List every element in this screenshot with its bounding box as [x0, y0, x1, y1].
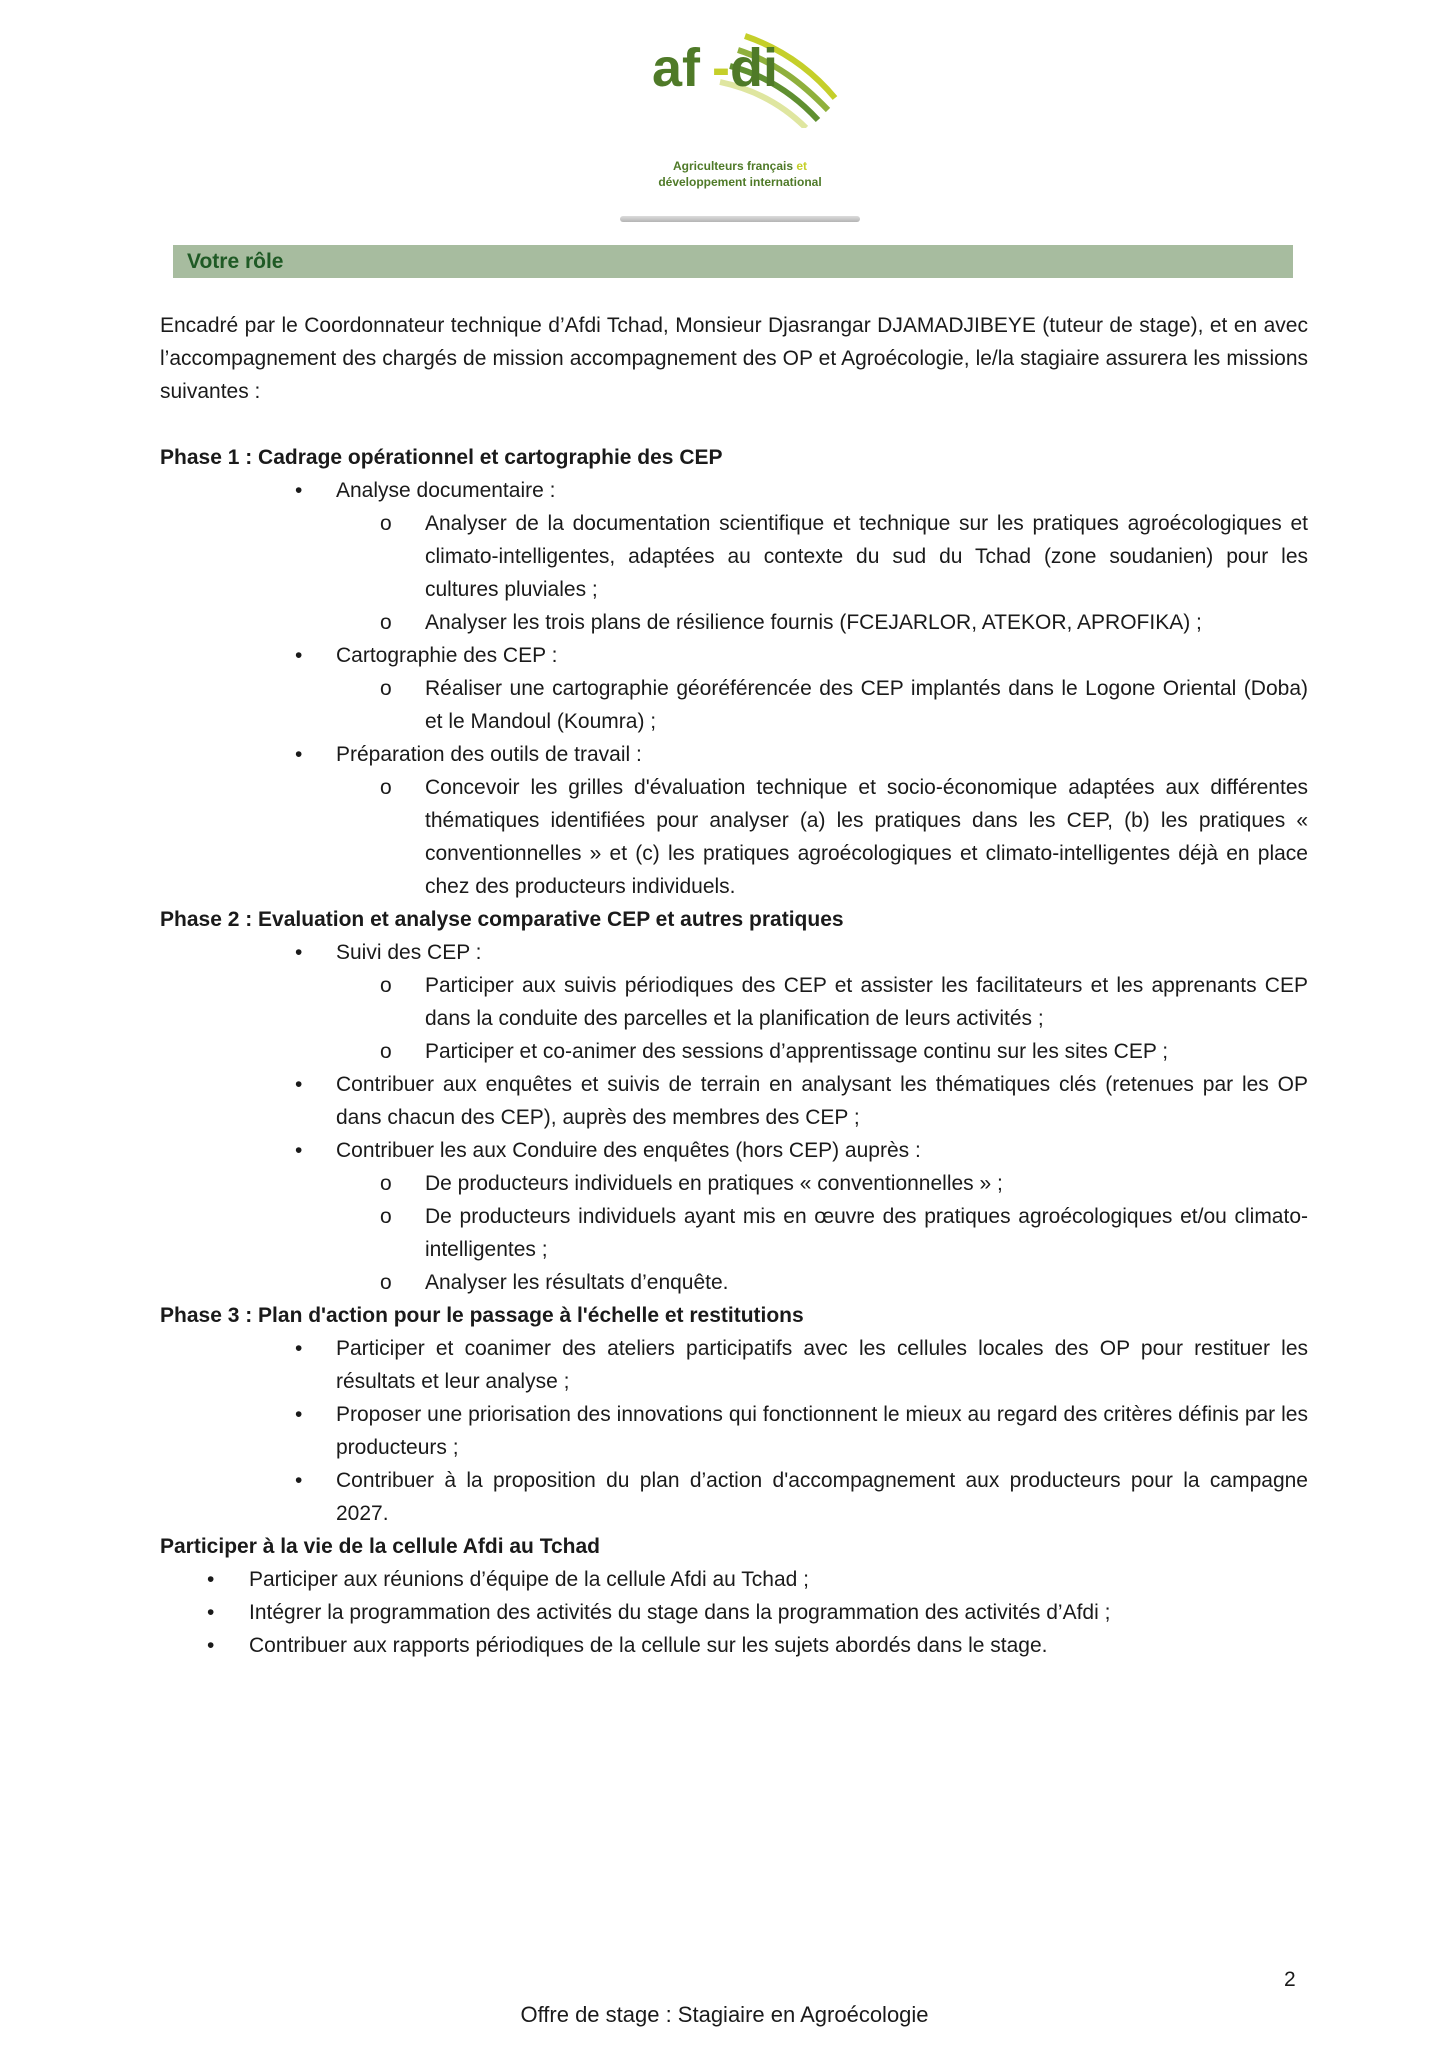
list-item — [160, 474, 1308, 507]
logo-underline — [620, 216, 860, 222]
sub-bullet-marker: o — [380, 611, 392, 634]
logo-line-1: Agriculteurs français — [672, 159, 794, 173]
section-header-bar — [173, 245, 1293, 278]
list-item-text: Cartographie des CEP : — [336, 644, 558, 667]
intro-paragraph: Encadré par le Coordonnateur technique d’Afdi Tchad, Monsieur Djasrangar DJAMADJIBEYE (tuteur de stage), et en avec l’accompagnement des chargés de mission accompagnement des OP et Agroécologie, le/la stagiaire assurera les missions suivantes : — [160, 314, 1308, 403]
bullet-marker: • — [295, 479, 303, 502]
sub-list-item-text: De producteurs individuels ayant mis en œuvre des pratiques agroécologiques et/ou climato-intelligentes ; — [425, 1205, 1308, 1261]
list-item-text: Contribuer à la proposition du plan d’action d'accompagnement aux producteurs pour la campagne 2027. — [336, 1469, 1308, 1525]
logo-line-1-et: et — [793, 159, 808, 173]
list-item-text: Proposer une priorisation des innovations qui fonctionnent le mieux au regard des critères définis par les producteurs ; — [336, 1403, 1308, 1459]
sub-list-item — [160, 606, 1308, 639]
sub-list-item — [160, 1167, 1308, 1200]
list-item — [160, 738, 1308, 771]
sub-bullet-marker: o — [380, 776, 392, 799]
logo-caption — [620, 158, 860, 190]
sub-list-item — [160, 1035, 1308, 1068]
sub-list-item-text: Analyser les résultats d’enquête. — [425, 1271, 729, 1294]
bullet-marker: • — [295, 941, 303, 964]
list-item-text: Préparation des outils de travail : — [336, 743, 642, 766]
sub-list-item-text: Concevoir les grilles d'évaluation technique et socio-économique adaptées aux différentes thématiques identifiées pour analyser (a) les pratiques dans les CEP, (b) les pratiques « conventionnelles » et (c) les pratiques agroécologiques et climato-intelligentes déjà en place chez des producteurs individuels. — [425, 776, 1308, 898]
sub-bullet-marker: o — [380, 1040, 392, 1063]
list-item-text: Analyse documentaire : — [336, 479, 556, 502]
sub-bullet-marker: o — [380, 974, 392, 997]
sub-list-item — [160, 1200, 1308, 1266]
page-footer: Offre de stage : Stagiaire en Agroécologie — [520, 2002, 929, 2027]
list-item — [160, 1464, 1308, 1530]
sub-bullet-marker: o — [380, 1172, 392, 1195]
list-item-text: Contribuer aux enquêtes et suivis de terrain en analysant les thématiques clés (retenues par les OP dans chacun des CEP), auprès des membres des CEP ; — [336, 1073, 1308, 1129]
svg-text:-: - — [712, 38, 730, 98]
afdi-logo — [620, 28, 860, 208]
bullet-marker: • — [295, 743, 303, 766]
list-item-text: Intégrer la programmation des activités du stage dans la programmation des activités d’Afdi ; — [249, 1601, 1111, 1624]
list-item-text: Participer et coanimer des ateliers participatifs avec les cellules locales des OP pour restituer les résultats et leur analyse ; — [336, 1337, 1308, 1393]
sub-list-item-text: Réaliser une cartographie géoréférencée des CEP implantés dans le Logone Oriental (Doba) et le Mandoul (Koumra) ; — [425, 677, 1308, 733]
phase-2-heading: Phase 2 : Evaluation et analyse comparative CEP et autres pratiques — [160, 908, 844, 931]
page-number: 2 — [1284, 1968, 1296, 1991]
sub-list-item — [160, 672, 1308, 738]
list-item-text: Contribuer aux rapports périodiques de la cellule sur les sujets abordés dans le stage. — [249, 1634, 1048, 1657]
bullet-marker: • — [207, 1601, 215, 1624]
bullet-marker: • — [295, 1469, 303, 1492]
list-item-text: Contribuer les aux Conduire des enquêtes (hors CEP) auprès : — [336, 1139, 921, 1162]
list-item — [160, 1332, 1308, 1398]
sub-list-item — [160, 771, 1308, 903]
bullet-marker: • — [207, 1634, 215, 1657]
list-item-text: Suivi des CEP : — [336, 941, 482, 964]
svg-text:di: di — [730, 38, 778, 98]
sub-bullet-marker: o — [380, 677, 392, 700]
sub-list-item-text: Participer et co-animer des sessions d’apprentissage continu sur les sites CEP ; — [425, 1040, 1169, 1063]
phase-1-heading: Phase 1 : Cadrage opérationnel et cartographie des CEP — [160, 446, 723, 469]
bullet-marker: • — [295, 1073, 303, 1096]
list-item — [160, 936, 1308, 969]
document-body — [160, 309, 1308, 1662]
list-item — [160, 639, 1308, 672]
sub-list-item — [160, 1266, 1308, 1299]
bullet-marker: • — [295, 1337, 303, 1360]
section-title: Votre rôle — [187, 250, 284, 273]
list-item — [160, 1134, 1308, 1167]
bullet-marker: • — [295, 1139, 303, 1162]
sub-bullet-marker: o — [380, 1205, 392, 1228]
sub-list-item-text: Participer aux suivis périodiques des CEP et assister les facilitateurs et les apprenants CEP dans la conduite des parcelles et la planification de leurs activités ; — [425, 974, 1308, 1030]
logo-line-2: développement international — [658, 175, 822, 189]
bullet-marker: • — [295, 644, 303, 667]
list-item — [160, 1629, 1308, 1662]
list-item — [160, 1398, 1308, 1464]
sub-list-item-text: Analyser les trois plans de résilience fournis (FCEJARLOR, ATEKOR, APROFIKA) ; — [425, 611, 1202, 634]
sub-list-item-text: De producteurs individuels en pratiques « conventionnelles » ; — [425, 1172, 1003, 1195]
list-item — [160, 1068, 1308, 1134]
list-item — [160, 1563, 1308, 1596]
list-item — [160, 1596, 1308, 1629]
sub-list-item — [160, 507, 1308, 606]
list-item-text: Participer aux réunions d’équipe de la cellule Afdi au Tchad ; — [249, 1568, 809, 1591]
phase-3-heading: Phase 3 : Plan d'action pour le passage à l'échelle et restitutions — [160, 1304, 804, 1327]
sub-bullet-marker: o — [380, 512, 392, 535]
sub-list-item-text: Analyser de la documentation scientifique et technique sur les pratiques agroécologiques et climato-intelligentes, adaptées au contexte du sud du Tchad (zone soudanien) pour les cultures pluviales ; — [425, 512, 1308, 601]
afdi-logo-icon — [650, 28, 840, 128]
svg-text:af: af — [652, 38, 701, 98]
bullet-marker: • — [295, 1403, 303, 1426]
afdi-life-heading: Participer à la vie de la cellule Afdi au Tchad — [160, 1535, 600, 1558]
sub-bullet-marker: o — [380, 1271, 392, 1294]
bullet-marker: • — [207, 1568, 215, 1591]
sub-list-item — [160, 969, 1308, 1035]
